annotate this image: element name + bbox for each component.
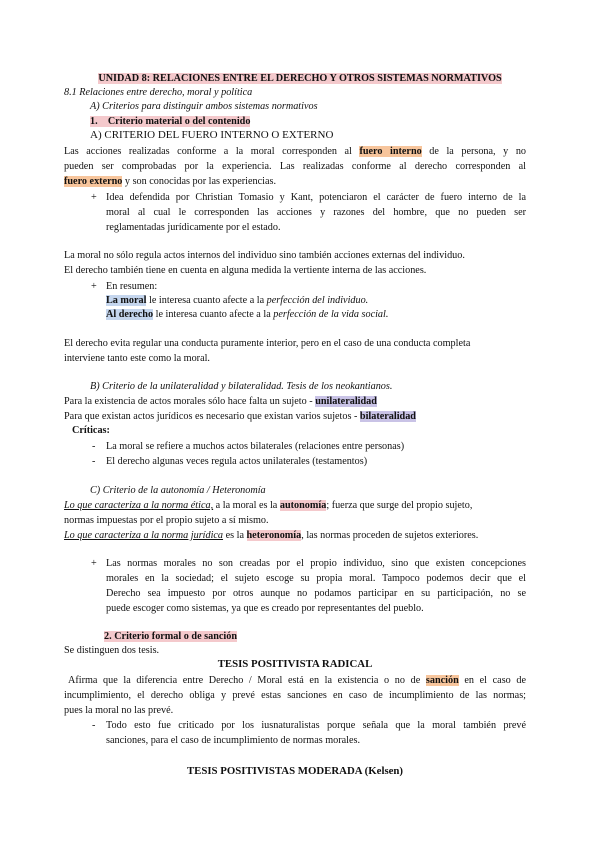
- bullet-4-line-2: sanciones, para el caso de incumplimiento de normas morales.: [106, 735, 361, 746]
- subheading-fuero: A) CRITERIO DEL FUERO INTERNO O EXTERNO: [90, 129, 334, 141]
- bullet-1-line-1: Idea defendida por Christian Tomasio y Kant, potenciaron el carácter de fuero interno de la: [106, 192, 526, 203]
- subheading-a: A) Criterios para distinguir ambos sistemas normativos: [90, 101, 318, 112]
- bullet-2-line-1: En resumen:: [106, 281, 158, 292]
- summary-derecho: Al derecho le interesa cuanto afecte a la perfección de la vida social.: [106, 309, 389, 320]
- critica-2: El derecho algunas veces regula actos unilaterales (testamentos): [106, 456, 368, 467]
- paragraph-2-line-1: La moral no sólo regula actos internos del individuo sino también acciones externas del individuo.: [64, 250, 465, 261]
- paragraph-2-line-2: El derecho también tiene en cuenta en alguna medida la vertiente interna de las acciones.: [64, 265, 427, 276]
- paragraph-1-line-1: Las acciones realizadas conforme a la moral corresponden al fuero interno de la persona, y no: [64, 146, 527, 157]
- autonomia-line-1: Lo que caracteriza a la norma ética, a la moral es la autonomía; fuerza que surge del propio sujeto,: [64, 500, 473, 511]
- autonomia-line-2: normas impuestas por el propio sujeto a sí mismo.: [64, 515, 269, 526]
- summary-moral: La moral le interesa cuanto afecte a la perfección del individuo.: [106, 295, 369, 306]
- tesis-line-3: pues la moral no las prevé.: [64, 705, 174, 716]
- unilateral-line: Para la existencia de actos morales sólo hace falta un sujeto - unilateralidad: [64, 396, 377, 407]
- bullet-1-line-3: reglamentadas jurídicamente por el estado.: [106, 222, 281, 233]
- paragraph-1-line-2: pueden ser comprobadas por la experiencia. Las realizadas conforme al derecho corresponden al: [64, 161, 526, 172]
- bullet-plus: +: [91, 558, 97, 569]
- bullet-3-line-4: puede escoger como sistemas, ya que es creado por representantes del pueblo.: [106, 603, 424, 614]
- critica-1: La moral se refiere a muchos actos bilaterales (relaciones entre personas): [106, 441, 405, 452]
- bullet-1-line-2: moral al cual le corresponden las acciones y razones del hombre, que no pueden ser: [106, 207, 526, 218]
- bullet-plus: +: [91, 192, 97, 203]
- tesis-line-2: incumplimiento, el derecho obliga y prevé estas sanciones en caso de incumplimiento de las normas;: [64, 690, 526, 701]
- paragraph-3-line-1: El derecho evita regular una conducta puramente interior, pero en el caso de una conducta completa: [64, 338, 471, 349]
- subheading-b: B) Criterio de la unilateralidad y bilateralidad. Tesis de los neokantianos.: [90, 381, 393, 392]
- tesis-line-1: Afirma que la diferencia entre Derecho / Moral está en la existencia o no de sanción en el caso de: [68, 675, 527, 686]
- section-heading: 8.1 Relaciones entre derecho, moral y política: [64, 87, 253, 98]
- paragraph-3-line-2: interviene tanto este como la moral.: [64, 353, 210, 364]
- criterion-2-heading: 2. Criterio formal o de sanción: [104, 631, 237, 642]
- bullet-dash: -: [92, 441, 96, 452]
- criterion-1-heading: 1. Criterio material o del contenido: [90, 116, 251, 127]
- bullet-3-line-2: morales en la sociedad; el sujeto escoge su propia moral. Tampoco podemos decir que el: [106, 573, 526, 584]
- tesis-moderada-heading: TESIS POSITIVISTAS MODERADA (Kelsen): [186, 765, 404, 777]
- bullet-dash: -: [92, 456, 96, 467]
- subheading-c: C) Criterio de la autonomía / Heteronomía: [90, 485, 266, 496]
- bullet-plus: +: [91, 281, 97, 292]
- bilateral-line: Para que existan actos jurídicos es necesario que existan varios sujetos - bilateralidad: [64, 411, 416, 422]
- bullet-dash: -: [92, 720, 96, 731]
- bullet-3-line-1: Las normas morales no son creadas por el propio individuo, sino que existen concepciones: [106, 558, 526, 569]
- criticas-label: Críticas:: [72, 425, 110, 436]
- paragraph-1-line-3: fuero externo y son conocidas por las experiencias.: [64, 176, 276, 187]
- bullet-4-line-1: Todo esto fue criticado por los iusnaturalistas porque señala que la moral también prevé: [106, 720, 526, 731]
- bullet-3-line-3: Derecho sea impuesto por otros aunque no podamos participar en su participación, no se: [106, 588, 526, 599]
- heteronomia-line: Lo que caracteriza a la norma jurídica es la heteronomía, las normas proceden de sujetos exteriores.: [64, 530, 479, 541]
- document-title: UNIDAD 8: RELACIONES ENTRE EL DERECHO Y OTROS SISTEMAS NORMATIVOS: [98, 73, 502, 84]
- distinguen-line: Se distinguen dos tesis.: [64, 645, 160, 656]
- tesis-radical-heading: TESIS POSITIVISTA RADICAL: [217, 658, 373, 670]
